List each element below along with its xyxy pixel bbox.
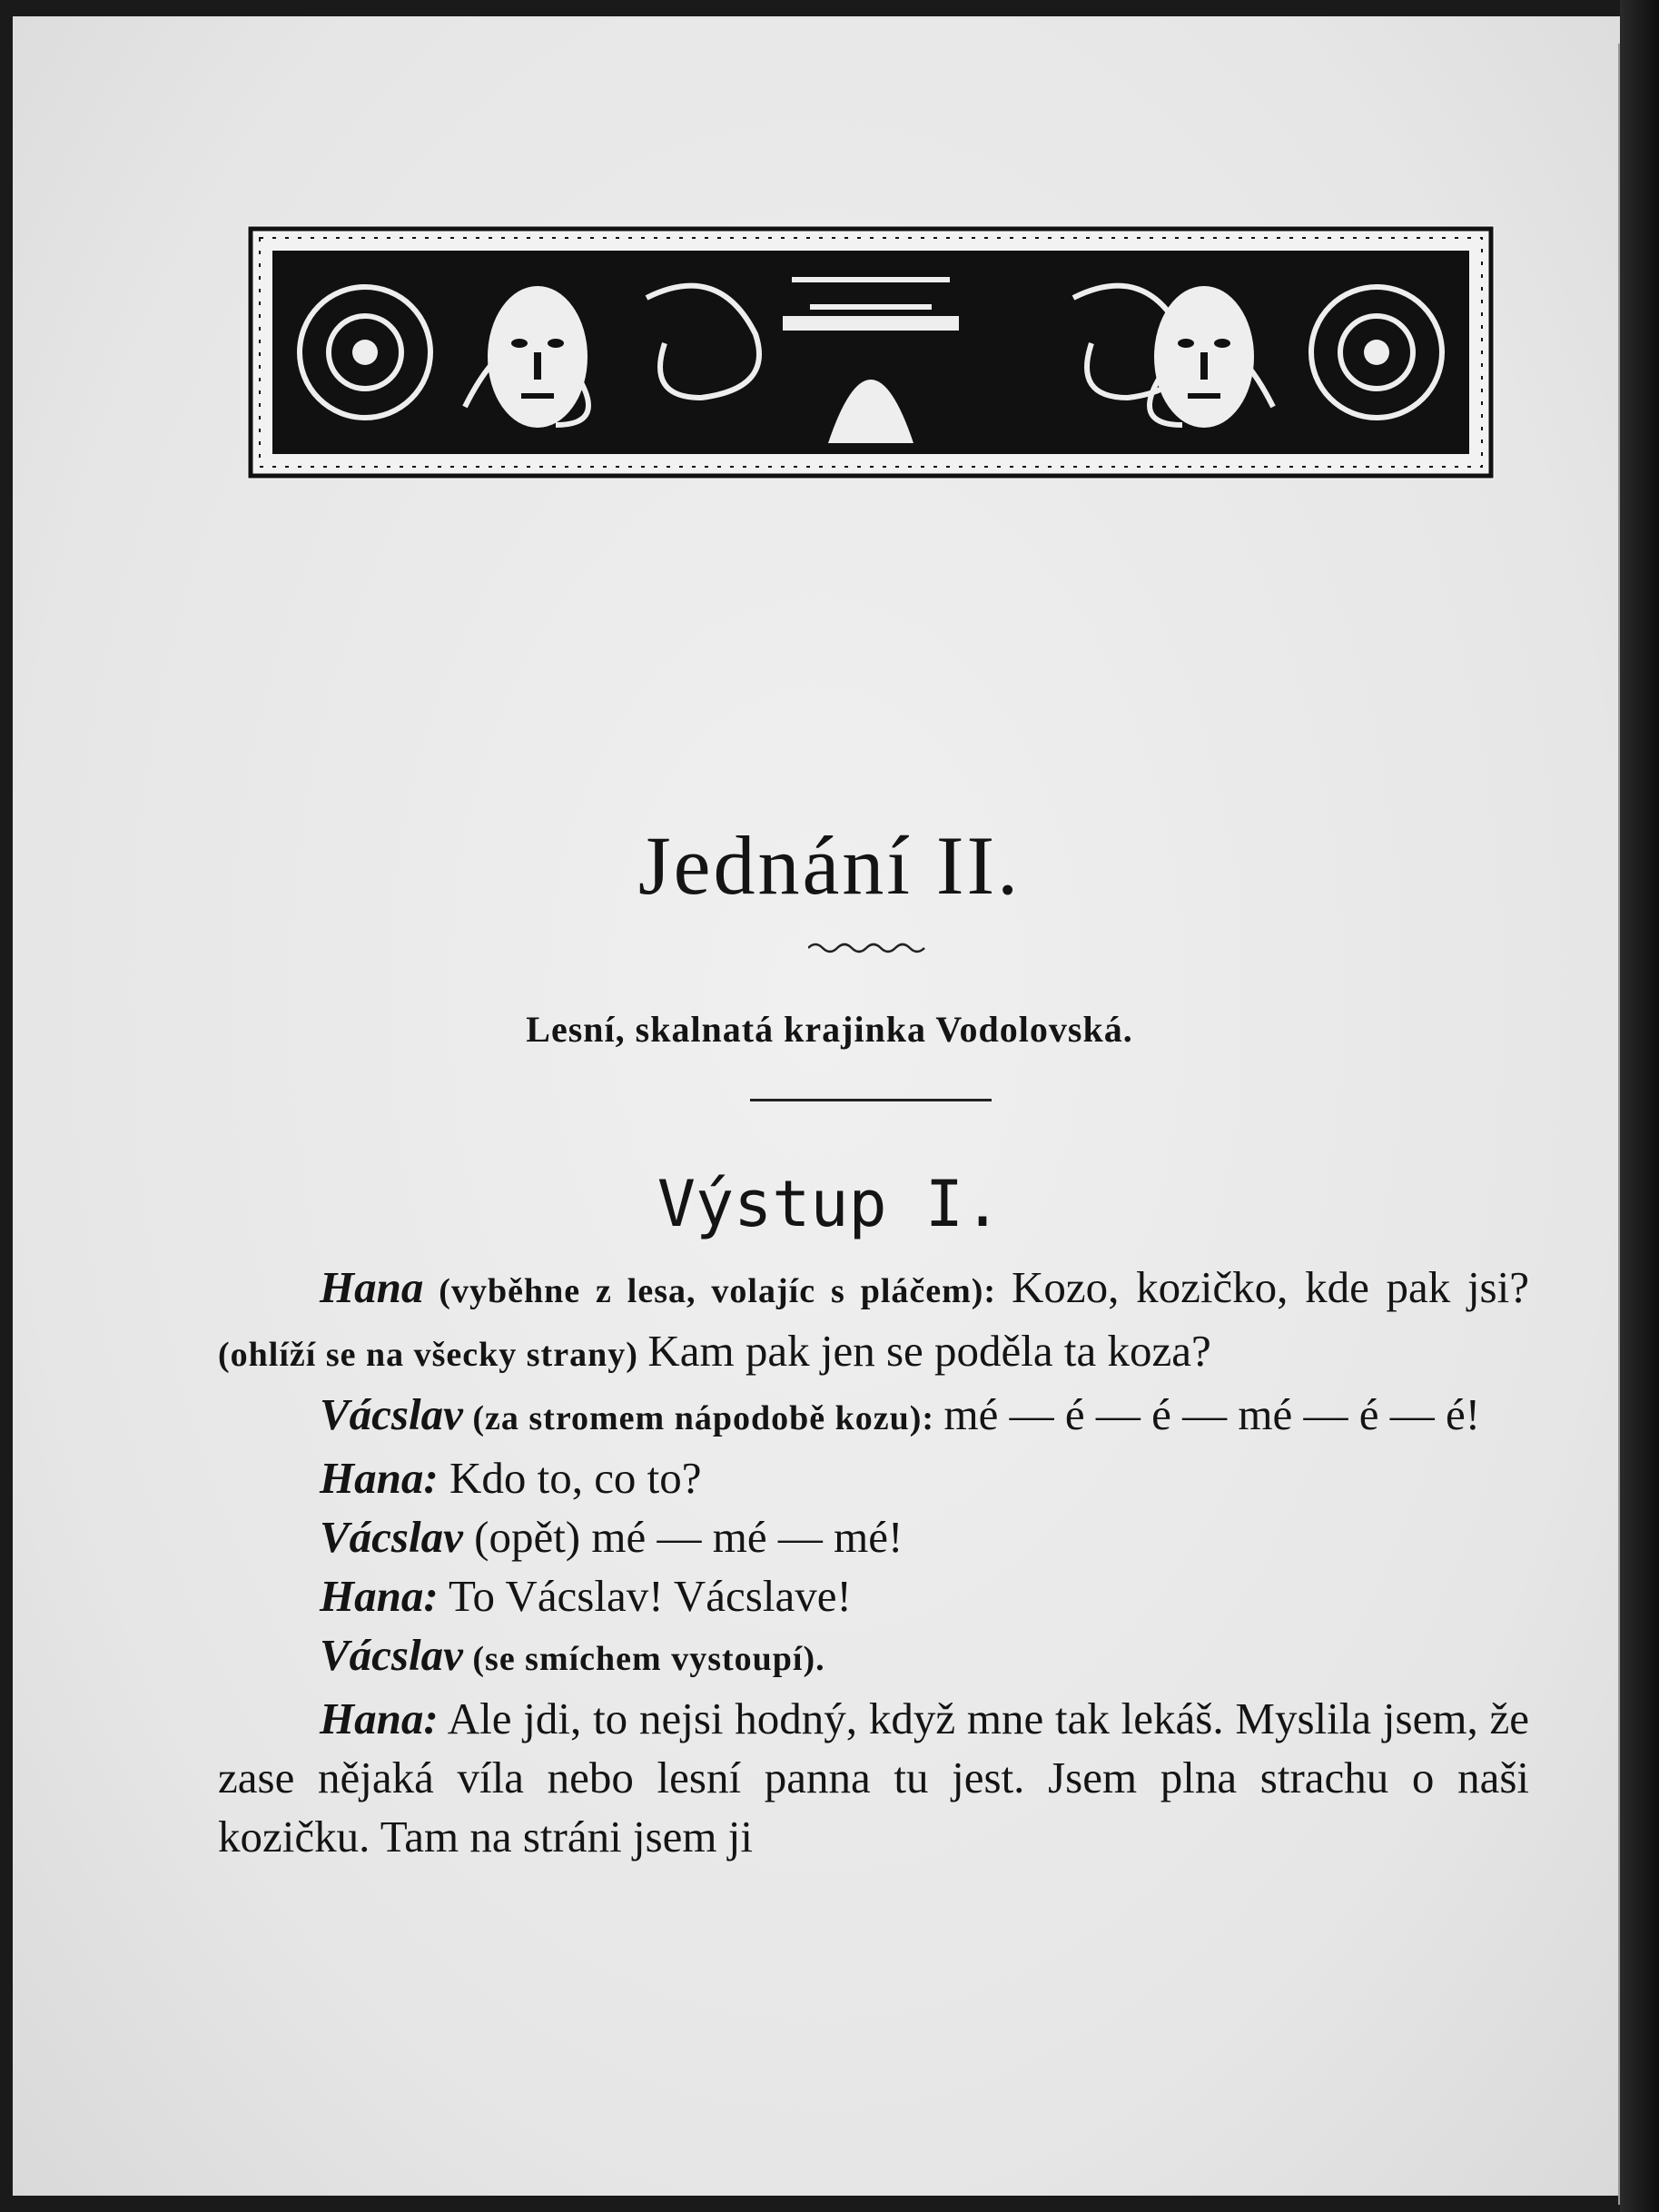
stage-direction: (vyběhne z lesa, volajíc s pláčem): xyxy=(423,1272,1012,1310)
dialogue-paragraph xyxy=(218,1625,1529,1689)
spoken-line: (opět) mé — mé — mé! xyxy=(462,1512,904,1562)
stage-direction: (za stromem nápodobě kozu): xyxy=(462,1399,944,1437)
scene-title: Výstup I. xyxy=(657,1167,1002,1241)
speaker-name: Hana: xyxy=(320,1571,439,1621)
speaker-name: Vácslav xyxy=(320,1630,463,1680)
horizontal-rule xyxy=(750,1099,992,1101)
act-title: Jednání II. xyxy=(637,819,1022,912)
dialogue-paragraph xyxy=(218,1258,1529,1385)
spoken-line: Ale jdi, to nejsi hodný, když mne tak lekáš. Myslila jsem, že zase nějaká víla nebo lesní panna tu jest. Jsem plna strachu o naši kozičku. Tam na stráni jsem ji xyxy=(218,1694,1529,1861)
speaker-name: Hana: xyxy=(320,1694,439,1743)
spoken-line: Kdo to, co to? xyxy=(438,1453,702,1503)
speaker-name: Vácslav xyxy=(320,1512,463,1562)
spoken-line: mé — é — é — mé — é — é! xyxy=(943,1389,1481,1439)
speaker-name: Vácslav xyxy=(320,1389,463,1439)
wavy-divider-ornament xyxy=(808,941,926,955)
dialogue-paragraph xyxy=(218,1448,1529,1507)
dialogue-paragraph xyxy=(218,1385,1529,1448)
speaker-name: Hana: xyxy=(320,1453,439,1503)
dialogue-paragraph xyxy=(218,1566,1529,1625)
setting-description: Lesní, skalnatá krajinka Vodolovská. xyxy=(526,1009,1133,1050)
spoken-line: Kozo, kozičko, kde pak jsi? xyxy=(1012,1262,1529,1312)
ornamental-header-band xyxy=(247,225,1495,479)
stage-direction: (ohlíží se na všecky strany) xyxy=(218,1336,648,1374)
scan-dark-edge xyxy=(1620,0,1659,2212)
spoken-line: Kam pak jen se poděla ta koza? xyxy=(647,1326,1211,1376)
dialogue-paragraph xyxy=(218,1507,1529,1566)
dialogue-body xyxy=(218,1258,1529,1866)
dialogue-paragraph xyxy=(218,1689,1529,1866)
stage-direction: (se smíchem vystoupí). xyxy=(462,1640,825,1678)
speaker-name: Hana xyxy=(320,1262,424,1312)
spoken-line: To Vácslav! Vácslave! xyxy=(438,1571,852,1621)
